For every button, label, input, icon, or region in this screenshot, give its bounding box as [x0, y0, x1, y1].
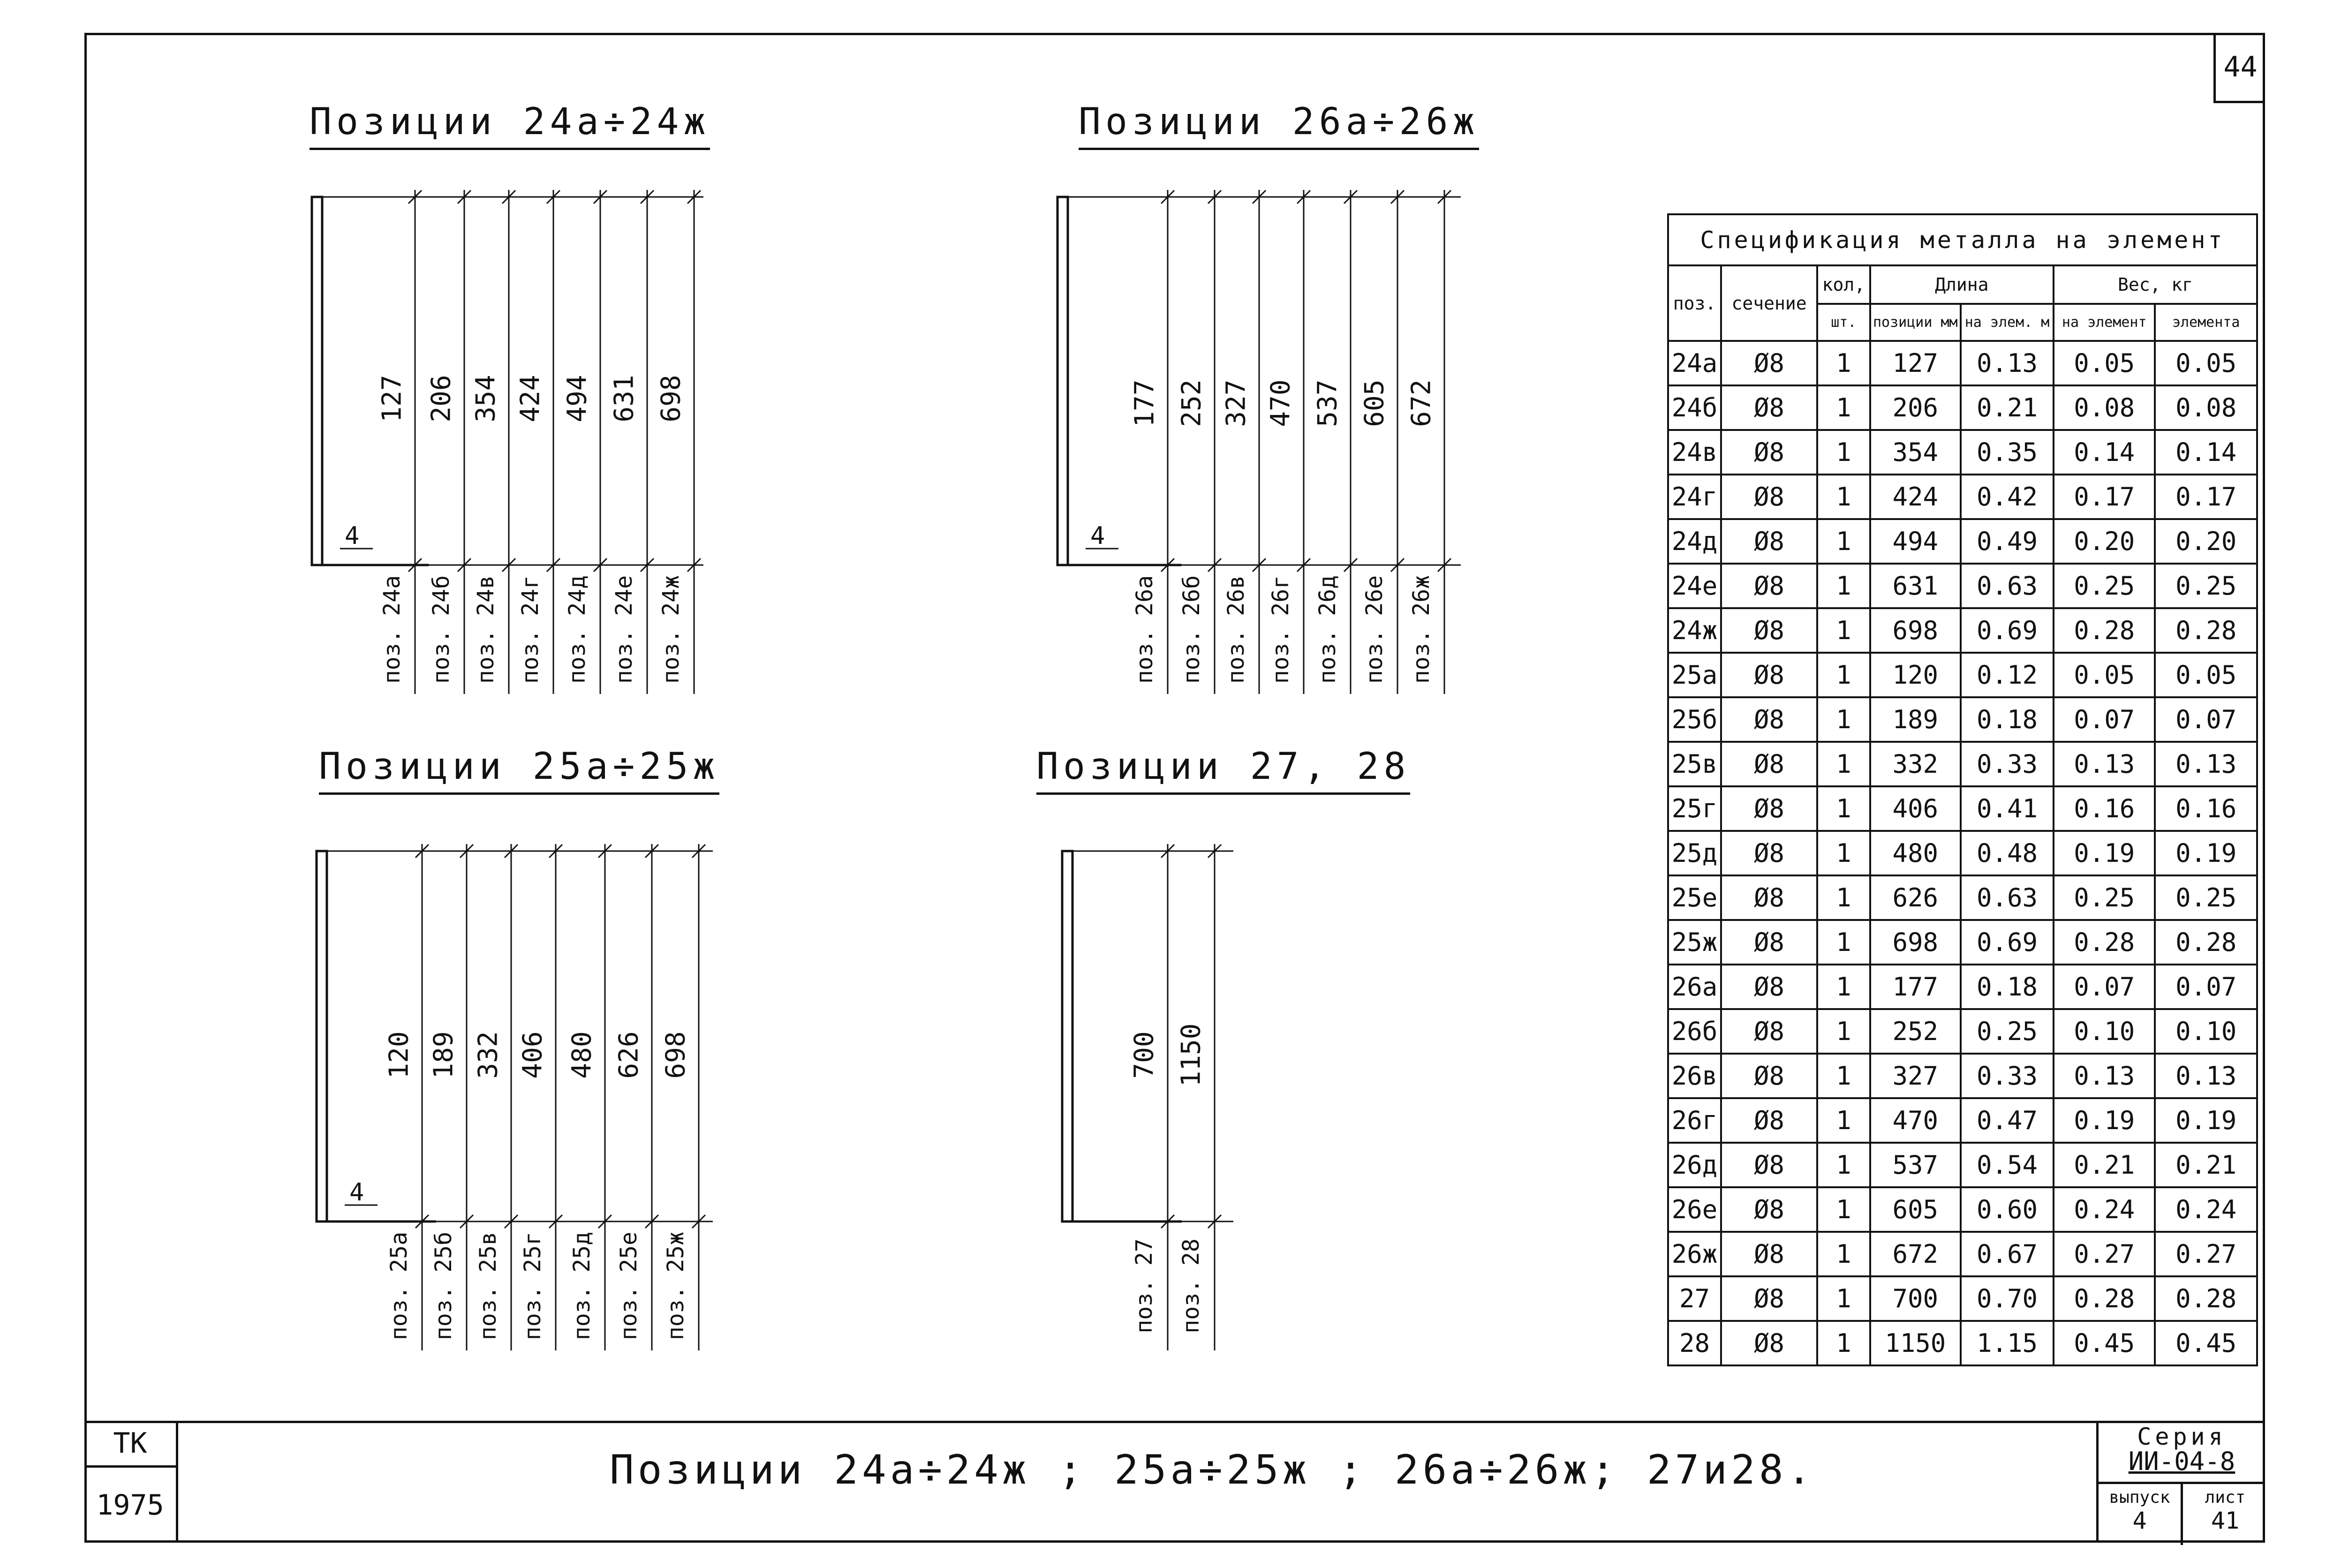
cell-length-pos: 127 [1870, 341, 1961, 385]
cell-length-pos: 354 [1870, 430, 1961, 475]
cell-length-elem: 1.15 [1961, 1321, 2054, 1365]
cell-length-pos: 1150 [1870, 1321, 1961, 1365]
cell-weight-total: 0.05 [2155, 653, 2257, 697]
cell-weight-total: 0.13 [2155, 742, 2257, 786]
sheet-cell [2183, 1484, 2267, 1545]
cell-section: Ø8 [1721, 653, 1817, 697]
table-row [1668, 564, 2257, 608]
specification-table [1667, 213, 2258, 1366]
cell-qty: 1 [1817, 430, 1870, 475]
cell-qty: 1 [1817, 831, 1870, 875]
cell-weight-elem: 0.24 [2054, 1187, 2155, 1232]
table-row [1668, 697, 2257, 742]
cell-weight-elem: 0.05 [2054, 653, 2155, 697]
table-caption: Спецификация металла на элемент [1668, 214, 2257, 265]
length-label: 1150 [1176, 1023, 1207, 1087]
length-label: 470 [1265, 379, 1296, 427]
table-row [1668, 341, 2257, 385]
sheet-number: 44 [2213, 33, 2265, 103]
cell-weight-total: 0.19 [2155, 831, 2257, 875]
table-row [1668, 1321, 2257, 1365]
table-row [1668, 965, 2257, 1009]
table-row [1668, 653, 2257, 697]
cell-qty: 1 [1817, 653, 1870, 697]
table-row [1668, 608, 2257, 653]
cell-weight-elem: 0.08 [2054, 385, 2155, 430]
cell-weight-elem: 0.27 [2054, 1232, 2155, 1276]
sheet-label: лист [2205, 1488, 2246, 1507]
length-label: 252 [1176, 379, 1207, 427]
drawing-label: Позиции 24а÷24ж ; 25а÷25ж ; 26а÷26ж; 27и28. [610, 1447, 1815, 1493]
cell-weight-elem: 0.19 [2054, 1098, 2155, 1143]
length-label: 177 [1129, 379, 1160, 427]
cell-length-elem: 0.12 [1961, 653, 2054, 697]
position-label: поз. 24а [379, 575, 405, 684]
cell-pos: 25в [1668, 742, 1721, 786]
cell-weight-total: 0.28 [2155, 920, 2257, 965]
cell-length-elem: 0.35 [1961, 430, 2054, 475]
cell-section: Ø8 [1721, 608, 1817, 653]
cell-length-pos: 327 [1870, 1054, 1961, 1098]
length-label: 206 [426, 375, 457, 422]
cell-section: Ø8 [1721, 519, 1817, 564]
length-label: 424 [515, 375, 546, 422]
cell-weight-total: 0.07 [2155, 965, 2257, 1009]
cell-weight-elem: 0.05 [2054, 341, 2155, 385]
cell-section: Ø8 [1721, 831, 1817, 875]
cell-weight-elem: 0.14 [2054, 430, 2155, 475]
cell-weight-elem: 0.28 [2054, 920, 2155, 965]
table-row [1668, 1009, 2257, 1054]
cell-pos: 24д [1668, 519, 1721, 564]
cell-weight-elem: 0.19 [2054, 831, 2155, 875]
position-label: поз. 26д [1314, 575, 1341, 684]
cell-weight-total: 0.16 [2155, 786, 2257, 831]
rebar-shape [1057, 197, 1068, 565]
cell-length-elem: 0.69 [1961, 608, 2054, 653]
cell-section: Ø8 [1721, 1143, 1817, 1187]
series-value: ИИ-04-8 [2128, 1447, 2235, 1476]
cell-weight-total: 0.05 [2155, 341, 2257, 385]
position-label: поз. 26б [1178, 575, 1205, 684]
cell-pos: 26г [1668, 1098, 1721, 1143]
tk-block [84, 1421, 178, 1543]
hook-dimension: 4 [349, 1178, 364, 1206]
cell-length-pos: 698 [1870, 920, 1961, 965]
cell-pos: 26е [1668, 1187, 1721, 1232]
length-label: 406 [517, 1031, 548, 1079]
cell-qty: 1 [1817, 1187, 1870, 1232]
cell-weight-elem: 0.28 [2054, 1276, 2155, 1321]
header-qty-unit: шт. [1817, 304, 1870, 341]
position-label: поз. 25а [386, 1231, 412, 1341]
cell-weight-total: 0.25 [2155, 875, 2257, 920]
cell-length-elem: 0.60 [1961, 1187, 2054, 1232]
cell-weight-total: 0.19 [2155, 1098, 2257, 1143]
length-label: 626 [613, 1031, 644, 1079]
hook-dimension: 4 [345, 522, 360, 550]
cell-length-pos: 700 [1870, 1276, 1961, 1321]
cell-length-pos: 605 [1870, 1187, 1961, 1232]
header-qty: кол, [1817, 265, 1870, 304]
table-row [1668, 1098, 2257, 1143]
table-row [1668, 430, 2257, 475]
header-weight-total: элемента [2155, 304, 2257, 341]
cell-section: Ø8 [1721, 475, 1817, 519]
cell-qty: 1 [1817, 1098, 1870, 1143]
cell-length-elem: 0.42 [1961, 475, 2054, 519]
table-body [1668, 341, 2257, 1365]
cell-length-elem: 0.63 [1961, 564, 2054, 608]
length-label: 327 [1221, 379, 1252, 427]
position-label: поз. 25г [520, 1231, 546, 1341]
length-label: 537 [1312, 379, 1343, 427]
table-row [1668, 875, 2257, 920]
cell-qty: 1 [1817, 1009, 1870, 1054]
cell-length-pos: 537 [1870, 1143, 1961, 1187]
cell-section: Ø8 [1721, 1321, 1817, 1365]
cell-length-pos: 252 [1870, 1009, 1961, 1054]
position-label: поз. 24г [517, 575, 544, 684]
cell-qty: 1 [1817, 519, 1870, 564]
cell-pos: 26в [1668, 1054, 1721, 1098]
cell-qty: 1 [1817, 965, 1870, 1009]
cell-pos: 25ж [1668, 920, 1721, 965]
cell-weight-elem: 0.17 [2054, 475, 2155, 519]
cell-weight-total: 0.14 [2155, 430, 2257, 475]
header-weight: Вес, кг [2054, 265, 2257, 304]
cell-length-elem: 0.18 [1961, 697, 2054, 742]
length-label: 698 [660, 1031, 691, 1079]
cell-qty: 1 [1817, 564, 1870, 608]
cell-pos: 28 [1668, 1321, 1721, 1365]
header-weight-elem: на элемент [2054, 304, 2155, 341]
cell-qty: 1 [1817, 475, 1870, 519]
title-positions-24: Позиции 24а÷24ж [310, 101, 710, 150]
table-row [1668, 1232, 2257, 1276]
cell-weight-total: 0.21 [2155, 1143, 2257, 1187]
cell-length-pos: 177 [1870, 965, 1961, 1009]
length-label: 332 [473, 1031, 504, 1079]
header-length-pos: позиции мм [1870, 304, 1961, 341]
cell-qty: 1 [1817, 341, 1870, 385]
cell-pos: 25г [1668, 786, 1721, 831]
cell-weight-total: 0.20 [2155, 519, 2257, 564]
position-label: поз. 24е [611, 575, 637, 684]
cell-weight-total: 0.45 [2155, 1321, 2257, 1365]
title-positions-26: Позиции 26а÷26ж [1079, 101, 1479, 150]
cell-length-pos: 206 [1870, 385, 1961, 430]
cell-pos: 26д [1668, 1143, 1721, 1187]
cell-section: Ø8 [1721, 1276, 1817, 1321]
cell-pos: 24г [1668, 475, 1721, 519]
cell-weight-elem: 0.10 [2054, 1009, 2155, 1054]
length-label: 700 [1129, 1031, 1160, 1079]
cell-length-pos: 470 [1870, 1098, 1961, 1143]
cell-weight-total: 0.17 [2155, 475, 2257, 519]
cell-weight-elem: 0.13 [2054, 1054, 2155, 1098]
cell-qty: 1 [1817, 697, 1870, 742]
position-label: поз. 25е [616, 1231, 642, 1341]
cell-length-elem: 0.33 [1961, 742, 2054, 786]
cell-qty: 1 [1817, 786, 1870, 831]
cell-section: Ø8 [1721, 564, 1817, 608]
cell-section: Ø8 [1721, 341, 1817, 385]
cell-weight-elem: 0.25 [2054, 875, 2155, 920]
cell-weight-elem: 0.16 [2054, 786, 2155, 831]
cell-section: Ø8 [1721, 1009, 1817, 1054]
issue-label: выпуск [2109, 1488, 2170, 1507]
cell-length-pos: 189 [1870, 697, 1961, 742]
table-row [1668, 475, 2257, 519]
cell-length-elem: 0.63 [1961, 875, 2054, 920]
length-label: 631 [609, 375, 640, 422]
header-section: сечение [1721, 265, 1817, 341]
sheet-value: 41 [2211, 1507, 2240, 1534]
position-label: поз. 28 [1178, 1238, 1204, 1334]
cell-section: Ø8 [1721, 1232, 1817, 1276]
table-row [1668, 786, 2257, 831]
position-label: поз. 26е [1361, 575, 1388, 684]
cell-weight-elem: 0.21 [2054, 1143, 2155, 1187]
cell-length-pos: 120 [1870, 653, 1961, 697]
cell-length-pos: 480 [1870, 831, 1961, 875]
cell-length-elem: 0.70 [1961, 1276, 2054, 1321]
cell-length-pos: 494 [1870, 519, 1961, 564]
position-label: поз. 26а [1132, 575, 1158, 684]
table-row [1668, 519, 2257, 564]
length-label: 127 [377, 375, 408, 422]
cell-weight-elem: 0.13 [2054, 742, 2155, 786]
cell-weight-total: 0.10 [2155, 1009, 2257, 1054]
cell-pos: 25д [1668, 831, 1721, 875]
cell-section: Ø8 [1721, 1187, 1817, 1232]
cell-weight-total: 0.28 [2155, 1276, 2257, 1321]
cell-section: Ø8 [1721, 1098, 1817, 1143]
rebar-shape [1062, 851, 1072, 1221]
cell-length-pos: 631 [1870, 564, 1961, 608]
series-block [2096, 1421, 2265, 1543]
cell-qty: 1 [1817, 1143, 1870, 1187]
cell-pos: 24ж [1668, 608, 1721, 653]
length-label: 480 [566, 1031, 597, 1079]
cell-pos: 24е [1668, 564, 1721, 608]
length-label: 672 [1406, 379, 1437, 427]
table-row [1668, 1276, 2257, 1321]
cell-length-pos: 698 [1870, 608, 1961, 653]
length-label: 120 [384, 1031, 415, 1079]
cell-weight-elem: 0.07 [2054, 697, 2155, 742]
cell-section: Ø8 [1721, 385, 1817, 430]
length-label: 605 [1359, 379, 1390, 427]
hook-dimension: 4 [1090, 522, 1105, 550]
cell-length-elem: 0.48 [1961, 831, 2054, 875]
cell-weight-total: 0.13 [2155, 1054, 2257, 1098]
cell-qty: 1 [1817, 920, 1870, 965]
cell-pos: 26б [1668, 1009, 1721, 1054]
position-label: поз. 25ж [663, 1231, 689, 1341]
cell-length-elem: 0.21 [1961, 385, 2054, 430]
cell-pos: 25а [1668, 653, 1721, 697]
cell-pos: 25б [1668, 697, 1721, 742]
position-label: поз. 24д [564, 575, 590, 684]
table-row [1668, 920, 2257, 965]
title-positions-25: Позиции 25а÷25ж [319, 746, 719, 795]
cell-length-elem: 0.25 [1961, 1009, 2054, 1054]
rebar-shape [317, 851, 327, 1221]
cell-qty: 1 [1817, 385, 1870, 430]
cell-qty: 1 [1817, 742, 1870, 786]
position-label: поз. 25д [569, 1231, 595, 1341]
cell-pos: 26ж [1668, 1232, 1721, 1276]
issue-cell [2099, 1484, 2183, 1545]
cell-length-pos: 406 [1870, 786, 1961, 831]
position-label: поз. 25в [475, 1231, 501, 1341]
cell-section: Ø8 [1721, 430, 1817, 475]
position-label: поз. 25б [430, 1231, 457, 1341]
cell-length-elem: 0.33 [1961, 1054, 2054, 1098]
cell-weight-elem: 0.45 [2054, 1321, 2155, 1365]
cell-pos: 25е [1668, 875, 1721, 920]
cell-length-pos: 672 [1870, 1232, 1961, 1276]
cell-weight-total: 0.27 [2155, 1232, 2257, 1276]
cell-length-elem: 0.54 [1961, 1143, 2054, 1187]
cell-section: Ø8 [1721, 742, 1817, 786]
length-label: 494 [562, 375, 593, 422]
cell-length-pos: 332 [1870, 742, 1961, 786]
header-length-elem: на элем. м [1961, 304, 2054, 341]
issue-value: 4 [2132, 1507, 2147, 1534]
cell-qty: 1 [1817, 608, 1870, 653]
cell-weight-total: 0.24 [2155, 1187, 2257, 1232]
position-label: поз. 27 [1131, 1238, 1157, 1334]
cell-weight-elem: 0.25 [2054, 564, 2155, 608]
cell-length-elem: 0.69 [1961, 920, 2054, 965]
rebar-shape [312, 197, 322, 565]
table-row [1668, 1187, 2257, 1232]
position-label: поз. 24ж [658, 575, 684, 684]
cell-qty: 1 [1817, 1321, 1870, 1365]
cell-length-elem: 0.18 [1961, 965, 2054, 1009]
table-row [1668, 1054, 2257, 1098]
cell-length-elem: 0.41 [1961, 786, 2054, 831]
header-length: Длина [1870, 265, 2054, 304]
cell-weight-total: 0.07 [2155, 697, 2257, 742]
cell-qty: 1 [1817, 1232, 1870, 1276]
year-label: 1975 [96, 1489, 164, 1522]
table-row [1668, 831, 2257, 875]
cell-weight-elem: 0.20 [2054, 519, 2155, 564]
cell-section: Ø8 [1721, 875, 1817, 920]
position-label: поз. 26в [1223, 575, 1249, 684]
table-row [1668, 385, 2257, 430]
cell-weight-elem: 0.28 [2054, 608, 2155, 653]
cell-section: Ø8 [1721, 697, 1817, 742]
length-label: 189 [428, 1031, 459, 1079]
cell-length-elem: 0.13 [1961, 341, 2054, 385]
cell-pos: 24а [1668, 341, 1721, 385]
cell-qty: 1 [1817, 1054, 1870, 1098]
cell-section: Ø8 [1721, 1054, 1817, 1098]
cell-weight-total: 0.25 [2155, 564, 2257, 608]
cell-qty: 1 [1817, 875, 1870, 920]
cell-length-pos: 626 [1870, 875, 1961, 920]
cell-length-elem: 0.47 [1961, 1098, 2054, 1143]
position-label: поз. 24б [428, 575, 454, 684]
title-positions-27-28: Позиции 27, 28 [1036, 746, 1410, 795]
cell-section: Ø8 [1721, 786, 1817, 831]
cell-qty: 1 [1817, 1276, 1870, 1321]
cell-section: Ø8 [1721, 965, 1817, 1009]
cell-pos: 24в [1668, 430, 1721, 475]
position-label: поз. 26ж [1408, 575, 1435, 684]
cell-pos: 24б [1668, 385, 1721, 430]
cell-pos: 27 [1668, 1276, 1721, 1321]
cell-length-elem: 0.67 [1961, 1232, 2054, 1276]
cell-weight-elem: 0.07 [2054, 965, 2155, 1009]
series-label: Серия [2137, 1423, 2227, 1450]
header-pos: поз. [1668, 265, 1721, 341]
cell-length-pos: 424 [1870, 475, 1961, 519]
cell-pos: 26а [1668, 965, 1721, 1009]
table-row [1668, 742, 2257, 786]
cell-weight-total: 0.28 [2155, 608, 2257, 653]
cell-section: Ø8 [1721, 920, 1817, 965]
table-row [1668, 1143, 2257, 1187]
position-label: поз. 24в [473, 575, 499, 684]
cell-length-elem: 0.49 [1961, 519, 2054, 564]
position-label: поз. 26г [1268, 575, 1294, 684]
length-label: 354 [470, 375, 501, 422]
tk-label: ТК [84, 1421, 176, 1468]
cell-weight-total: 0.08 [2155, 385, 2257, 430]
length-label: 698 [656, 375, 687, 422]
